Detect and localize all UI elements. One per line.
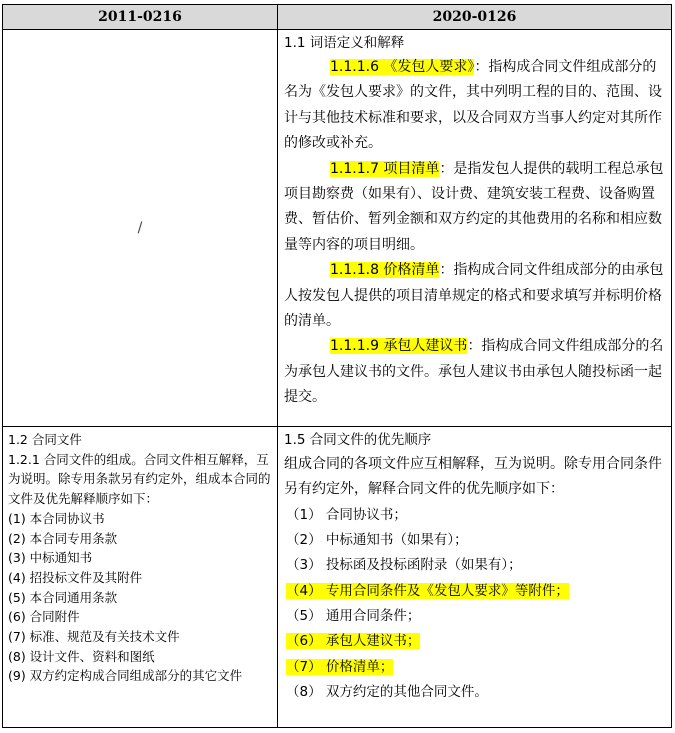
priority-list (284, 503, 665, 705)
list-item (284, 579, 665, 604)
header-right: 2020-0126 (278, 5, 672, 30)
section-title: 1.2 合同文件 (8, 432, 82, 447)
clause (284, 157, 665, 259)
section-title: 1.1 词语定义和解释 (284, 35, 405, 51)
clause-text: ：指构成合同文件组成部分的由承包人按发包人提供的项目清单规定的格式和要求填写并标明价格的清单。 (284, 262, 664, 330)
list-item: (1) 本合同协议书 (8, 510, 105, 526)
list-item (284, 604, 665, 629)
list-item (284, 680, 665, 705)
section-intro: 组成合同的各项文件应互相解释，互为说明。除专用合同条件另有约定外，解释合同文件的优先顺序如下： (284, 456, 662, 498)
header-left: 2011-0216 (3, 5, 278, 30)
list-item: (9) 双方约定构成合同组成部分的其它文件 (8, 668, 243, 684)
list-item: (3) 中标通知书 (8, 550, 93, 566)
clause-term: 1.1.1.9 承包人建议书 (330, 338, 468, 355)
list-item: (5) 本合同通用条款 (8, 589, 118, 605)
clause-term: 1.1.1.6 《发包人要求》 (330, 59, 475, 75)
clause (284, 258, 665, 334)
list-item (284, 553, 665, 578)
comparison-table (2, 4, 672, 728)
list-item-text: （1） 合同协议书； (286, 506, 407, 523)
header-row (3, 5, 672, 30)
new-contract-documents-cell (278, 427, 672, 728)
clause-text: ：指构成合同文件组成部分的名为《发包人要求》的文件，其中列明工程的目的、范围、设计与其他技术标准和要求，以及合同双方当事人约定对其所作的修改或补充。 (284, 59, 662, 152)
list-item (284, 503, 665, 528)
table-row (3, 30, 672, 427)
list-item-text: （7） 价格清单； (286, 658, 394, 675)
clause-term: 1.1.1.8 价格清单 (330, 262, 440, 279)
section-title: 1.5 合同文件的优先顺序 (284, 432, 432, 448)
list-item-text: （2） 中标通知书（如果有）； (286, 532, 468, 549)
definitions-cell (278, 30, 672, 427)
list-item-text: （6） 承包人建议书； (286, 633, 421, 650)
clause-text: ：是指发包人提供的载明工程总承包项目勘察费（如果有）、设计费、建筑安装工程费、设备购置费、暂估价、暂列金额和双方约定的其他费用的名称和相应数量等内容的项目明细。 (284, 160, 664, 253)
list-item: (8) 设计文件、资料和图纸 (8, 648, 155, 664)
old-contract-documents-cell (3, 427, 278, 728)
empty-cell-placeholder: / (3, 30, 278, 427)
clause-term: 1.1.1.7 项目清单 (330, 160, 440, 177)
table-row (3, 427, 672, 728)
list-item: (6) 合同附件 (8, 609, 80, 625)
clause (284, 55, 665, 157)
list-item (284, 629, 665, 654)
clause (284, 334, 665, 410)
list-item: (2) 本合同专用条款 (8, 530, 118, 546)
list-item: (4) 招投标文件及其附件 (8, 569, 143, 585)
list-item-text: （4） 专用合同条件及《发包人要求》等附件； (286, 582, 569, 599)
list-item (284, 528, 665, 553)
section-intro: 1.2.1 合同文件的组成。合同文件相互解释，互为说明。除专用条款另有约定外，组成本合同的文件及优先解释顺序如下： (8, 451, 271, 507)
list-item: (7) 标准、规范及有关技术文件 (8, 629, 180, 645)
list-item-text: （5） 通用合同条件； (286, 608, 421, 624)
list-item-text: （3） 投标函及投标函附录（如果有）； (286, 557, 522, 574)
clause-text: ：指构成合同文件组成部分的名为承包人建议书的文件。承包人建议书由承包人随投标函一起提交。 (284, 338, 664, 406)
list-item-text: （8） 双方约定的其他合同文件。 (286, 683, 488, 700)
list-item (284, 655, 665, 680)
